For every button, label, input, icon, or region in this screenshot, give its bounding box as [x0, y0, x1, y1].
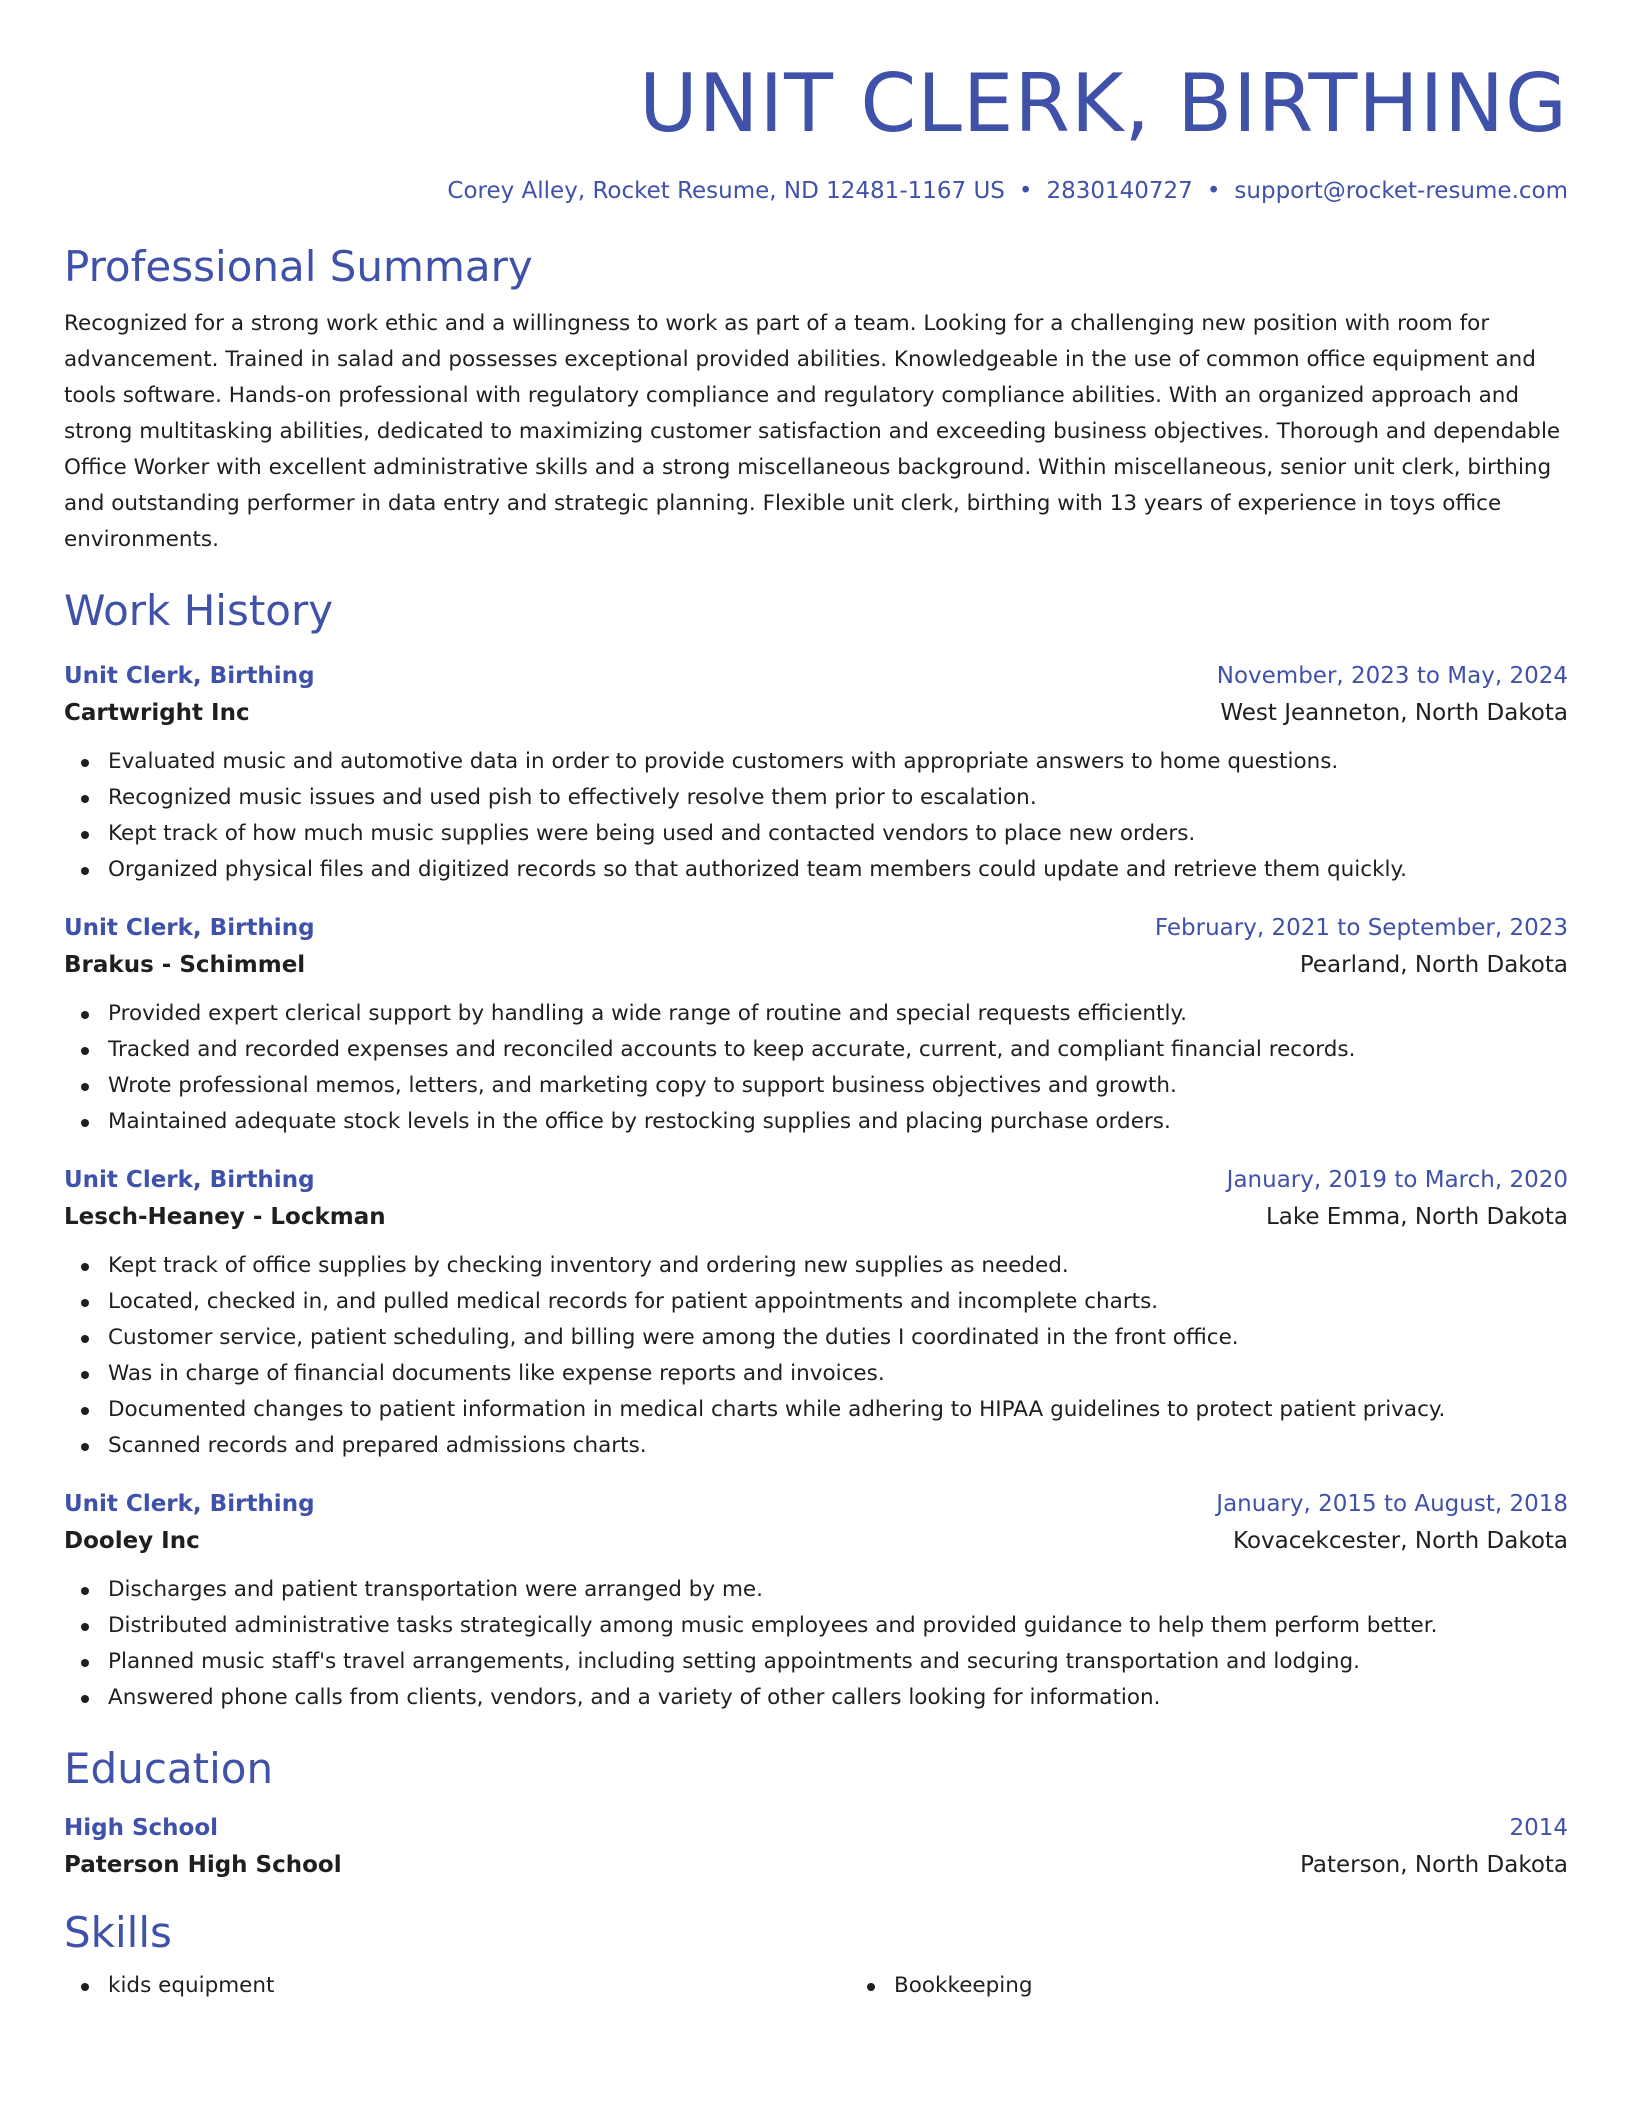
- summary-heading: Professional Summary: [64, 242, 533, 291]
- list-item: Wrote professional memos, letters, and marketing copy to support business objectives and growth.: [108, 1068, 1568, 1104]
- resume-header: [64, 0, 1568, 204]
- job-role: Unit Clerk, Birthing: [64, 1167, 315, 1193]
- list-item: Evaluated music and automotive data in order to provide customers with appropriate answers to home questions.: [108, 744, 1568, 780]
- job-role: Unit Clerk, Birthing: [64, 663, 315, 689]
- education-location: Paterson, North Dakota: [1300, 1852, 1568, 1878]
- education-school: Paterson High School: [64, 1852, 342, 1878]
- education-degree: High School: [64, 1815, 219, 1841]
- page-title: UNIT CLERK, BIRTHING: [639, 57, 1568, 150]
- list-item: Organized physical files and digitized records so that authorized team members could update and retrieve them quickly.: [108, 852, 1568, 888]
- work-history-heading: Work History: [64, 586, 334, 635]
- list-item: Provided expert clerical support by handling a wide range of routine and special requests efficiently.: [108, 996, 1568, 1032]
- list-item: Documented changes to patient information in medical charts while adhering to HIPAA guidelines to protect patient privacy.: [108, 1392, 1568, 1428]
- contact-separator: •: [1206, 178, 1221, 204]
- job-company: Dooley Inc: [64, 1528, 200, 1554]
- job-bullets: [64, 1572, 1568, 1716]
- job-location: Kovacekcester, North Dakota: [1233, 1528, 1568, 1554]
- job-bullets: [64, 744, 1568, 888]
- job-role: Unit Clerk, Birthing: [64, 915, 315, 941]
- job-entry: [64, 1486, 1568, 1716]
- job-company: Cartwright Inc: [64, 700, 250, 726]
- skills-heading: Skills: [64, 1908, 172, 1957]
- job-entry: [64, 910, 1568, 1140]
- contact-separator: •: [1018, 178, 1033, 204]
- list-item: Located, checked in, and pulled medical records for patient appointments and incomplete charts.: [108, 1284, 1568, 1320]
- job-location: Pearland, North Dakota: [1299, 952, 1568, 978]
- job-dates: February, 2021 to September, 2023: [1154, 915, 1568, 941]
- job-location: Lake Emma, North Dakota: [1265, 1204, 1568, 1230]
- list-item: Tracked and recorded expenses and reconciled accounts to keep accurate, current, and compliant financial records.: [108, 1032, 1568, 1068]
- list-item: Was in charge of financial documents like expense reports and invoices.: [108, 1356, 1568, 1392]
- job-bullets: [64, 1248, 1568, 1464]
- job-entry: [64, 1162, 1568, 1464]
- list-item: Maintained adequate stock levels in the office by restocking supplies and placing purchase orders.: [108, 1104, 1568, 1140]
- job-bullets: [64, 996, 1568, 1140]
- job-dates: November, 2023 to May, 2024: [1216, 663, 1568, 689]
- job-dates: January, 2019 to March, 2020: [1226, 1167, 1568, 1193]
- list-item: Answered phone calls from clients, vendors, and a variety of other callers looking for information.: [108, 1680, 1568, 1716]
- contact-phone: 2830140727: [1046, 178, 1193, 204]
- skills-list: [64, 1968, 1568, 2004]
- contact-line: [64, 178, 1568, 204]
- job-company: Brakus - Schimmel: [64, 952, 306, 978]
- job-company: Lesch-Heaney - Lockman: [64, 1204, 386, 1230]
- list-item: Bookkeeping: [894, 1968, 1632, 2004]
- contact-email: support@rocket-resume.com: [1234, 178, 1568, 204]
- list-item: Kept track of office supplies by checking inventory and ordering new supplies as needed.: [108, 1248, 1568, 1284]
- list-item: kids equipment: [108, 1968, 850, 2004]
- list-item: Kept track of how much music supplies were being used and contacted vendors to place new orders.: [108, 816, 1568, 852]
- education-heading: Education: [64, 1744, 274, 1793]
- job-location: West Jeanneton, North Dakota: [1220, 700, 1568, 726]
- list-item: Discharges and patient transportation were arranged by me.: [108, 1572, 1568, 1608]
- list-item: Distributed administrative tasks strategically among music employees and provided guidance to help them perform better.: [108, 1608, 1568, 1644]
- skills-column-left: [64, 1968, 850, 2004]
- job-dates: January, 2015 to August, 2018: [1216, 1491, 1568, 1517]
- list-item: Scanned records and prepared admissions charts.: [108, 1428, 1568, 1464]
- job-role: Unit Clerk, Birthing: [64, 1491, 315, 1517]
- summary-text: Recognized for a strong work ethic and a willingness to work as part of a team. Looking for a challenging new position with room for advancement. Trained in salad and possesses exceptional provided abilities. Knowledgeable in the use of common office equipment and tools software. Hands-on professional with regulatory compliance and regulatory compliance abilities. With an organized approach and strong multitasking abilities, dedicated to maximizing customer satisfaction and exceeding business objectives. Thorough and dependable Office Worker with excellent administrative skills and a strong miscellaneous background. Within miscellaneous, senior unit clerk, birthing and outstanding performer in data entry and strategic planning. Flexible unit clerk, birthing with 13 years of experience in toys office environments.: [64, 311, 1561, 552]
- list-item: Customer service, patient scheduling, and billing were among the duties I coordinated in the front office.: [108, 1320, 1568, 1356]
- education-entry: [64, 1810, 1568, 1884]
- job-entry: [64, 658, 1568, 888]
- list-item: Recognized music issues and used pish to effectively resolve them prior to escalation.: [108, 780, 1568, 816]
- education-year: 2014: [1509, 1815, 1568, 1841]
- list-item: Planned music staff's travel arrangements, including setting appointments and securing transportation and lodging.: [108, 1644, 1568, 1680]
- skills-column-right: [850, 1968, 1632, 2004]
- contact-address: Corey Alley, Rocket Resume, ND 12481-1167 US: [447, 178, 1005, 204]
